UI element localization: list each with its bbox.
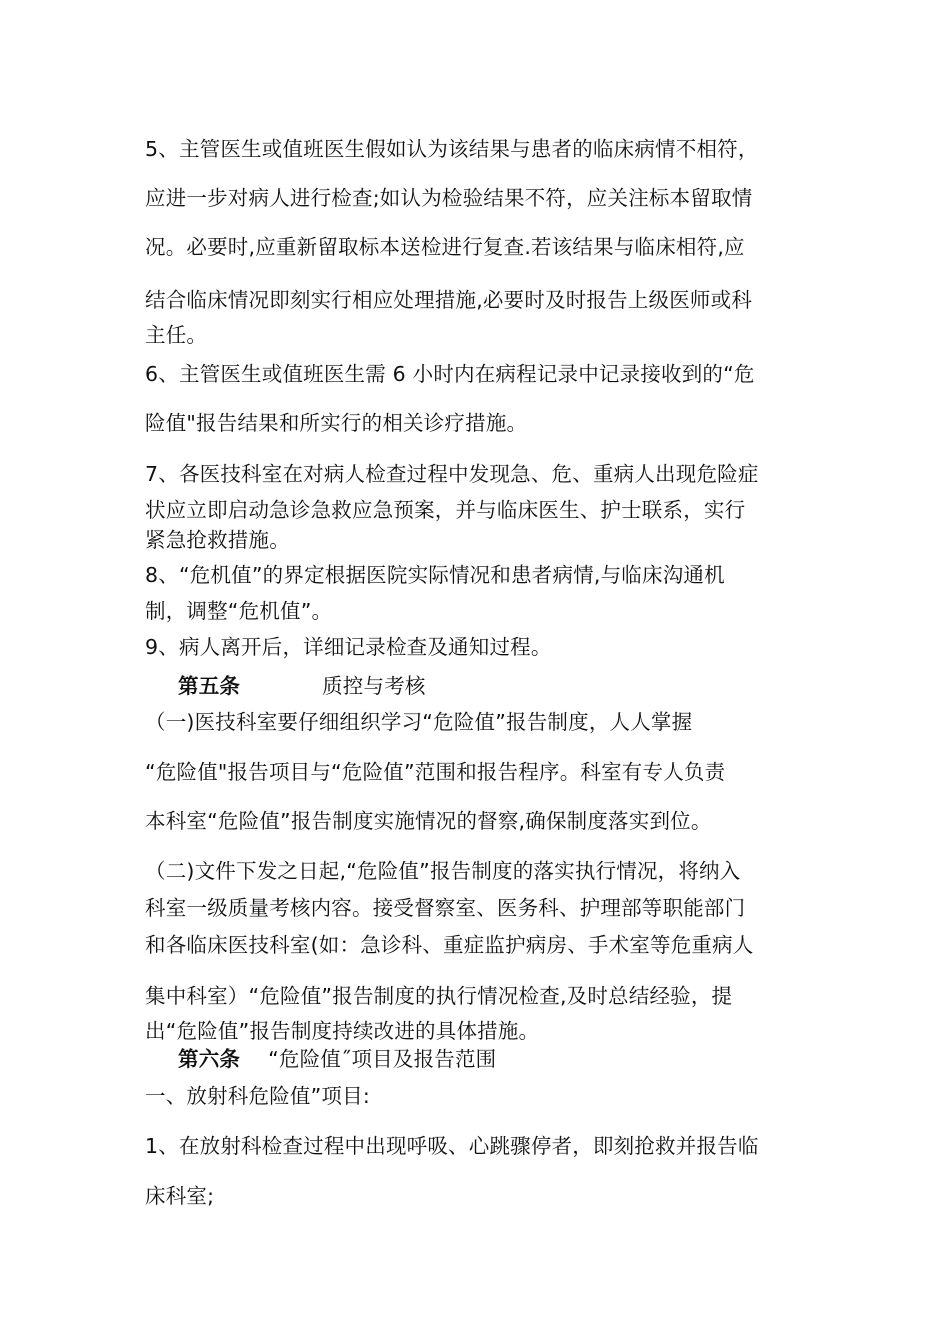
paragraph-line: 状应立即启动急诊急救应急预案，并与临床医生、护士联系，实行: [145, 498, 746, 522]
section-heading: [178, 673, 426, 699]
paragraph-line: （二)文件下发之日起,“危险值”报告制度的落实执行情况，将纳入: [145, 859, 741, 883]
paragraph-line: 本科室“危险值”报告制度实施情况的督察,确保制度落实到位。: [145, 809, 712, 833]
paragraph-line: 8、“危机值”的界定根据医院实际情况和患者病情,与临床沟通机: [145, 563, 725, 587]
paragraph-line: 结合临床情况即刻实行相应处理措施,必要时及时报告上级医师或科: [145, 288, 753, 312]
paragraph-line: 紧急抢救措施。: [145, 528, 290, 552]
paragraph-line: 况。必要时,应重新留取标本送检进行复查.若该结果与临床相符,应: [145, 235, 745, 259]
paragraph-line: 1、在放射科检查过程中出现呼吸、心跳骤停者，即刻抢救并报告临: [145, 1134, 759, 1158]
paragraph-line: 7、各医技科室在对病人检查过程中发现急、危、重病人出现危险症: [145, 462, 759, 486]
paragraph-line: 一、放射科危险值”项目:: [145, 1084, 370, 1108]
paragraph-line: 5、主管医生或值班医生假如认为该结果与患者的临床病情不相符，: [145, 137, 759, 161]
paragraph-line: 主任。: [145, 323, 208, 347]
paragraph-line: 制，调整“危机值”。: [145, 599, 333, 623]
paragraph-line: 集中科室）“危险值”报告制度的执行情况检查,及时总结经验，提: [145, 984, 733, 1008]
paragraph-line: 应进一步对病人进行检查;如认为检验结果不符，应关注标本留取情: [145, 186, 753, 210]
paragraph-line: 出“危险值”报告制度持续改进的具体措施。: [145, 1019, 540, 1043]
paragraph-line: 险值"报告结果和所实行的相关诊疗措施。: [145, 411, 528, 435]
paragraph-line: 6、主管医生或值班医生需 6 小时内在病程记录中记录接收到的“危: [145, 362, 755, 386]
section-number: 第六条: [178, 1047, 241, 1071]
section-title: “危险值˝项目及报告范围: [268, 1047, 497, 1071]
paragraph-line: 床科室;: [145, 1184, 215, 1208]
paragraph-line: 和各临床医技科室(如：急诊科、重症监护病房、手术室等危重病人: [145, 933, 754, 957]
section-heading: [178, 1046, 496, 1072]
paragraph-line: （一)医技科室要仔细组织学习“危险值”报告制度，人人掌握: [145, 710, 693, 734]
paragraph-line: 9、病人离开后，详细记录检查及通知过程。: [145, 635, 552, 659]
section-title: 质控与考核: [322, 674, 426, 698]
paragraph-line: “危险值"报告项目与“危险值”范围和报告程序。科室有专人负责: [145, 760, 726, 784]
paragraph-line: 科室一级质量考核内容。接受督察室、医务科、护理部等职能部门: [145, 896, 746, 920]
section-number: 第五条: [178, 674, 241, 698]
